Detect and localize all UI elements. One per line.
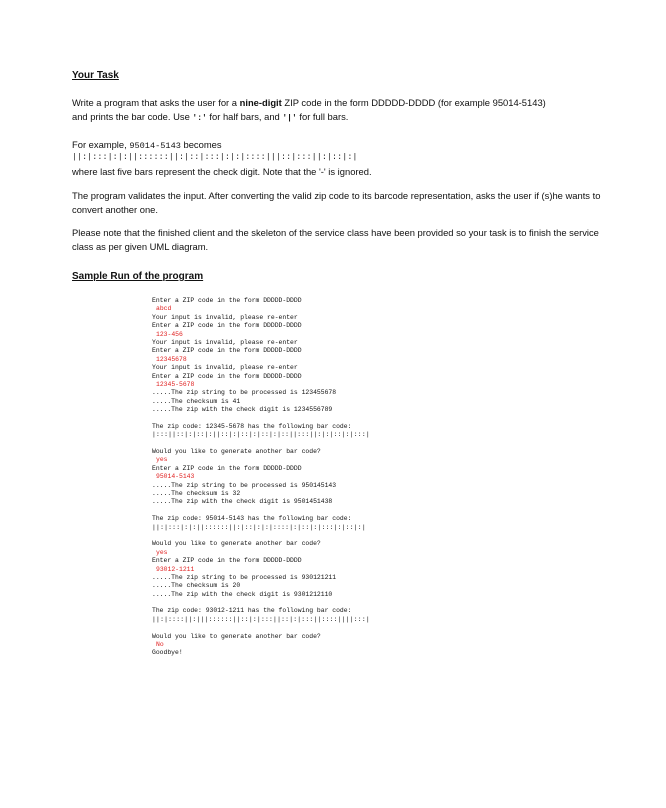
barcode-output-line: ||:|::::||:|||::::::||::|:|:::||::|:|:::||::::||||:::| <box>152 615 370 623</box>
half-bar-code: ':' <box>192 114 207 123</box>
example-suffix: becomes <box>180 139 222 150</box>
your-task-heading: Your Task <box>72 70 119 81</box>
example-barcode: ||:|:::|:|:||::::::||:|::|:::|:|:|::::|||::|:::||:|::|:| <box>72 153 358 162</box>
check-digit-note: where last five bars represent the check digit. Note that the '-' is ignored. <box>72 166 372 177</box>
blank-line <box>152 507 472 515</box>
program-output-line: Enter a ZIP code in the form DDDDD-DDDD <box>152 297 302 304</box>
full-bar-code: '|' <box>282 114 297 123</box>
barcode-output-line: ||:|:::|:|:||::::::||:|::|:|:|::::|:|::|:|:::|:|::|:| <box>152 523 366 531</box>
user-input-line: yes <box>156 456 168 464</box>
example-zip: 95014-5143 <box>129 141 181 151</box>
blank-line <box>152 414 472 422</box>
blank-line <box>152 532 472 540</box>
validation-paragraph: The program validates the input. After converting the valid zip code to its barcode representation, asks the user if (s)he wants to convert another one. <box>72 190 601 215</box>
task-text-2: ZIP code in the form DDDDD-DDDD (for example 95014-5143) <box>281 97 546 108</box>
program-output-line: .....The zip with the check digit is 1234556789 <box>152 406 333 414</box>
program-output-line: Your input is invalid, please re-enter <box>152 338 298 346</box>
task-text-5: for full bars. <box>296 111 349 122</box>
program-output-line: The zip code: 12345-5678 has the following bar code: <box>152 422 352 430</box>
client-note-paragraph: Please note that the finished client and the skeleton of the service class have been provided so your task is to finish the service class as per given UML diagram. <box>72 227 599 252</box>
user-input-line: yes <box>156 548 168 556</box>
program-output-line: Would you like to generate another bar code? <box>152 448 321 456</box>
task-text-3: and prints the bar code. Use <box>72 111 193 122</box>
program-output-line: The zip code: 95014-5143 has the following bar code: <box>152 515 352 523</box>
task-bold-nine-digit: nine-digit <box>239 97 282 108</box>
task-paragraph <box>72 96 602 126</box>
user-input-line: 12345678 <box>156 355 187 363</box>
program-output-line: .....The zip with the check digit is 9501451438 <box>152 498 333 506</box>
example-line <box>72 139 222 151</box>
program-output-line: Enter a ZIP code in the form DDDDD-DDDD <box>152 347 302 355</box>
program-output-line: .....The checksum is 20 <box>152 582 241 590</box>
program-output-line: .....The zip with the check digit is 9301212110 <box>152 590 333 598</box>
user-input-line: No <box>156 641 164 649</box>
example-prefix: For example, <box>72 139 130 150</box>
blank-line <box>152 440 472 448</box>
task-text-1: Write a program that asks the user for a <box>72 97 240 108</box>
program-output-line: Goodbye! <box>152 649 183 657</box>
task-text-4: for half bars, and <box>206 111 283 122</box>
user-input-line: 93012-1211 <box>156 565 195 573</box>
program-output-line: Your input is invalid, please re-enter <box>152 313 298 321</box>
program-output-line: The zip code: 93012-1211 has the following bar code: <box>152 607 352 615</box>
program-output-line: .....The zip string to be processed is 930121211 <box>152 573 337 581</box>
program-output-line: Your input is invalid, please re-enter <box>152 364 298 372</box>
program-output-line: .....The zip string to be processed is 950145143 <box>152 481 337 489</box>
barcode-output-line: |:::||::|:|::|:||::|:|::|:|::|:|::||:::||:|:|::|:|:::| <box>152 431 370 439</box>
program-output-line: Enter a ZIP code in the form DDDDD-DDDD <box>152 464 302 472</box>
user-input-line: 123-456 <box>156 330 183 338</box>
program-output-line: Enter a ZIP code in the form DDDDD-DDDD <box>152 322 302 330</box>
program-output-line: .....The checksum is 41 <box>152 397 241 405</box>
user-input-line: abcd <box>156 305 172 313</box>
program-output-line: Enter a ZIP code in the form DDDDD-DDDD <box>152 557 302 565</box>
user-input-line: 12345-5678 <box>156 380 195 388</box>
program-output-line: Enter a ZIP code in the form DDDDD-DDDD <box>152 372 302 380</box>
user-input-line: 95014-5143 <box>156 473 195 481</box>
program-output-line: .....The checksum is 32 <box>152 489 241 497</box>
program-output-line: .....The zip string to be processed is 123455678 <box>152 389 337 397</box>
sample-run-heading: Sample Run of the program <box>72 271 204 282</box>
sample-run-console <box>152 297 472 658</box>
program-output-line: Would you like to generate another bar code? <box>152 540 321 548</box>
program-output-line: Would you like to generate another bar code? <box>152 632 321 640</box>
blank-line <box>152 599 472 607</box>
blank-line <box>152 624 472 632</box>
